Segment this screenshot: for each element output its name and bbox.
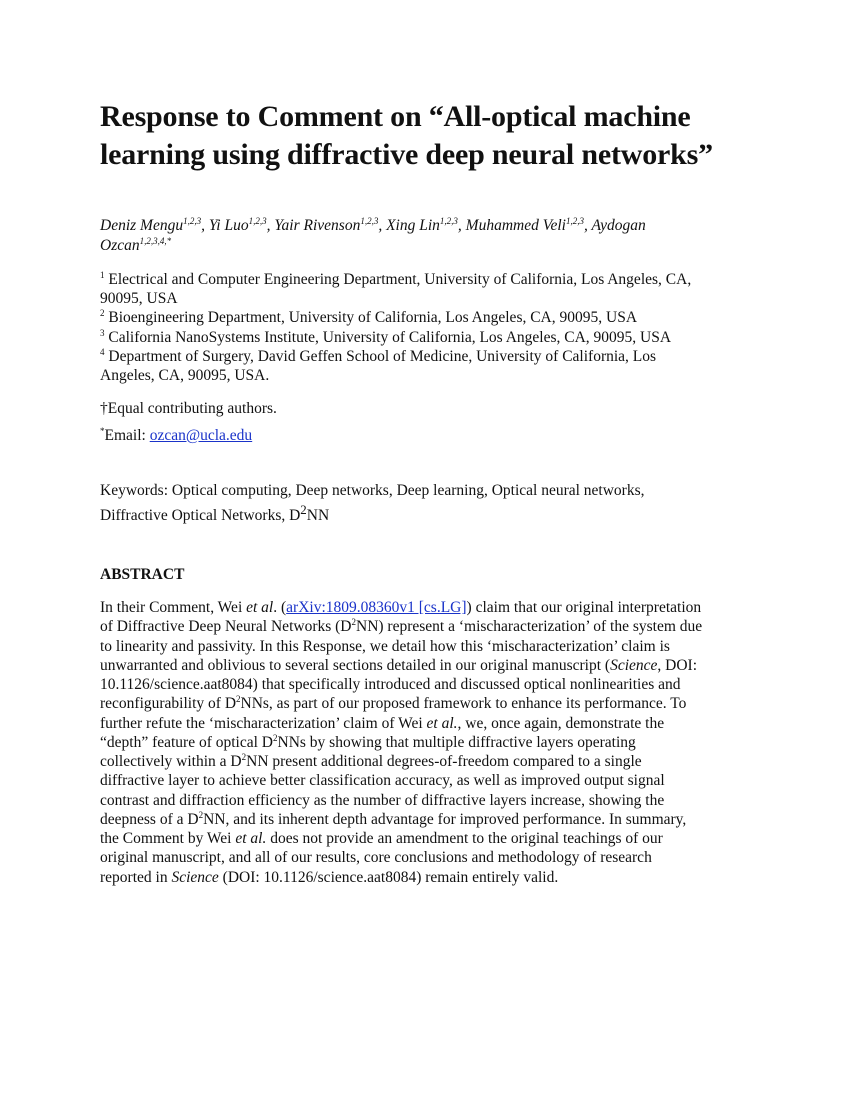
text-run: “depth” feature of optical D — [100, 733, 273, 751]
keywords-line-2 — [100, 500, 750, 525]
affiliation-text: Angeles, CA, 90095, USA. — [100, 367, 270, 385]
author-name: Ozcan — [100, 237, 140, 254]
abstract-heading: ABSTRACT — [100, 566, 185, 583]
text-run: In their Comment, Wei — [100, 599, 247, 616]
author-line-1 — [100, 216, 750, 236]
text-run: of Diffractive Deep Neural Networks (D — [100, 618, 352, 636]
superscript: 2 — [198, 809, 204, 820]
author-affiliation-marker: 1,2,3 — [439, 215, 458, 226]
abstract-line — [100, 752, 760, 771]
text-run: diffractive layer to achieve better classification accuracy, as well as improved output signal — [100, 772, 665, 790]
author-separator: , — [378, 217, 387, 234]
author-list — [100, 216, 750, 256]
affiliation-number: 3 — [100, 327, 105, 338]
text-run: ) claim that our original interpretation — [466, 599, 702, 616]
abstract-line — [100, 637, 760, 656]
corresponding-email — [100, 426, 252, 445]
italic-text: et al. — [426, 714, 458, 732]
abstract-line — [100, 868, 760, 887]
abstract-line — [100, 791, 760, 810]
affiliation-text: Bioengineering Department, University of California, Los Angeles, CA, 90095, USA — [108, 309, 638, 327]
author-name: Yair Rivenson — [274, 217, 361, 234]
author-name: Muhammed Veli — [465, 217, 566, 234]
abstract-line — [100, 617, 760, 636]
affiliation-number: 1 — [100, 269, 105, 280]
affiliation-line — [100, 270, 750, 289]
affiliation-line — [100, 308, 750, 327]
arxiv-link[interactable]: arXiv:1809.08360v1 [cs.LG] — [286, 599, 467, 616]
text-run: , DOI: — [657, 656, 698, 674]
keywords-superscript: 2 — [300, 502, 307, 518]
abstract-line — [100, 771, 760, 790]
author-separator: , — [266, 217, 275, 234]
superscript: 2 — [273, 732, 278, 743]
italic-text: et al. — [235, 830, 267, 847]
italic-text: Science — [610, 656, 658, 674]
author-name: Yi Luo — [208, 217, 249, 234]
affiliation-text: Department of Surgery, David Geffen School of Medicine, University of California, Los — [108, 347, 657, 365]
text-run: to linearity and passivity. In this Response, we detail how this ‘mischaracterization’ claim is — [100, 637, 670, 655]
text-run: NN) represent a ‘mischaracterization’ of the system due — [356, 618, 703, 636]
affiliation-line — [100, 366, 750, 385]
abstract-line — [100, 714, 760, 733]
affiliation-list — [100, 270, 750, 385]
superscript: 2 — [236, 694, 241, 705]
author-affiliation-marker: 1,2,3 — [565, 215, 584, 226]
text-run: collectively within a D — [100, 753, 242, 770]
text-run: the Comment by Wei — [100, 830, 236, 847]
keywords-line-2-text: Diffractive Optical Networks, D — [100, 507, 301, 525]
affiliation-text: Electrical and Computer Engineering Department, University of California, Los Angeles, CA, — [108, 271, 692, 288]
text-run: further refute the ‘mischaracterization’ claim of Wei — [100, 714, 427, 732]
superscript: 2 — [241, 751, 247, 762]
author-separator: , — [583, 217, 592, 234]
abstract-body — [100, 598, 760, 887]
abstract-line — [100, 675, 760, 694]
keywords — [100, 481, 750, 526]
equal-contribution-note: †Equal contributing authors. — [100, 400, 277, 417]
italic-text: Science — [171, 868, 219, 886]
author-separator: , — [457, 217, 466, 234]
keywords-line-1: Keywords: Optical computing, Deep networks, Deep learning, Optical neural networks, — [100, 482, 645, 499]
author-name: Aydogan — [591, 217, 646, 234]
email-label: Email: — [104, 427, 150, 444]
affiliation-text: California NanoSystems Institute, University of California, Los Angeles, CA, 90095, USA — [108, 328, 672, 346]
text-run: NNs, as part of our proposed framework to enhance its performance. To — [240, 695, 687, 713]
paper-title — [100, 98, 780, 174]
abstract-line — [100, 733, 760, 752]
author-separator: , — [201, 217, 209, 234]
email-link[interactable]: ozcan@ucla.edu — [149, 427, 253, 444]
text-run: (DOI: 10.1126/science.aat8084) remain entirely valid. — [218, 868, 559, 886]
author-name: Xing Lin — [386, 217, 440, 234]
abstract-line — [100, 848, 760, 867]
text-run: . ( — [273, 599, 287, 616]
abstract-line — [100, 829, 760, 848]
abstract-line — [100, 810, 760, 829]
affiliation-line — [100, 328, 750, 347]
text-run: does not provide an amendment to the original teachings of our — [266, 830, 663, 847]
text-run: , we, once again, demonstrate the — [457, 714, 665, 732]
text-run: NN present additional degrees-of-freedom compared to a single — [246, 753, 642, 770]
affiliation-line — [100, 289, 750, 308]
affiliation-number: 4 — [100, 346, 105, 357]
email-marker: * — [100, 425, 105, 436]
affiliation-line — [100, 347, 750, 366]
text-run: unwarranted and oblivious to several sections detailed in our original manuscript ( — [100, 656, 611, 674]
author-affiliation-marker: 1,2,3,4,* — [139, 235, 172, 246]
abstract-line — [100, 656, 760, 675]
text-run: NN, and its inherent depth advantage for improved performance. In summary, — [203, 810, 687, 828]
title-line-2: learning using diffractive deep neural networks” — [100, 138, 713, 171]
author-affiliation-marker: 1,2,3 — [248, 215, 267, 226]
affiliation-number: 2 — [100, 308, 105, 319]
author-line-2 — [100, 236, 750, 256]
superscript: 2 — [351, 617, 356, 628]
text-run: deepness of a D — [100, 810, 199, 828]
keywords-line-2-suffix: NN — [306, 507, 330, 525]
text-run: original manuscript, and all of our results, core conclusions and methodology of research — [100, 849, 652, 867]
title-line-1: Response to Comment on “All-optical machine — [100, 100, 691, 133]
text-run: contrast and diffraction efficiency as the number of diffractive layers increase, showing the — [100, 791, 665, 809]
text-run: 10.1126/science.aat8084) that specifically introduced and discussed optical nonlinearities and — [100, 676, 681, 693]
author-affiliation-marker: 1,2,3 — [360, 215, 379, 226]
author-name: Deniz Mengu — [100, 217, 184, 234]
affiliation-text: 90095, USA — [100, 290, 178, 308]
abstract-line — [100, 694, 760, 713]
abstract-line — [100, 598, 760, 617]
text-run: reported in — [100, 868, 172, 886]
author-affiliation-marker: 1,2,3 — [183, 215, 202, 226]
text-run: NNs by showing that multiple diffractive layers operating — [277, 733, 636, 751]
italic-text: et al — [246, 599, 274, 616]
text-run: reconfigurability of D — [100, 695, 237, 713]
